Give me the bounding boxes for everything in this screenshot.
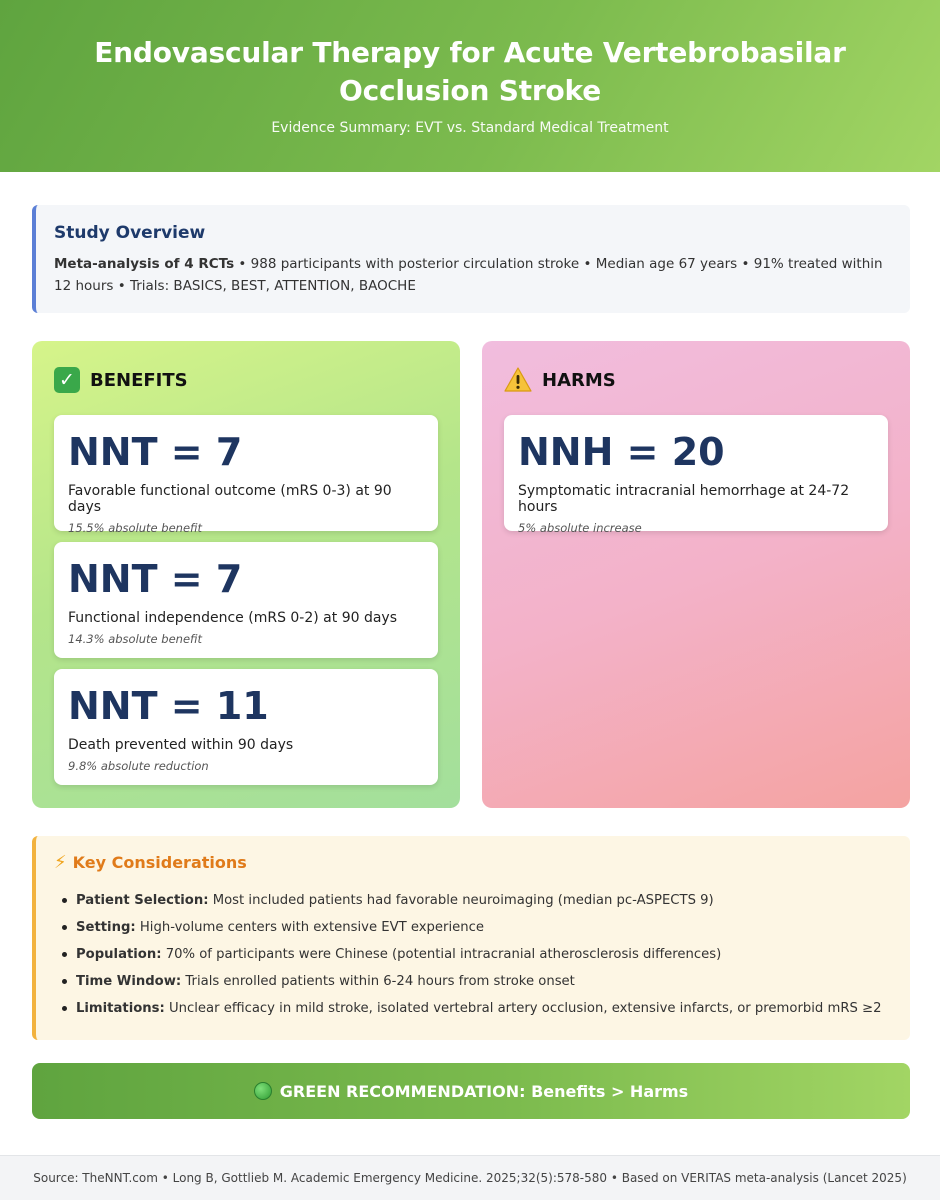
harm-description: Symptomatic intracranial hemorrhage at 24-72 hours: [518, 483, 850, 515]
benefits-panel: [32, 341, 460, 808]
lightning-icon: ⚡: [54, 852, 67, 873]
list-item: [54, 887, 890, 914]
study-overview: [32, 205, 910, 313]
footer-source: Source: TheNNT.com • Long B, Gottlieb M. Academic Emergency Medicine. 2025;32(5):578-580 • Based on VERITAS meta-analysis (Lancet 2025): [0, 1155, 940, 1200]
list-item: [54, 914, 890, 941]
item-label: Setting:: [76, 920, 136, 935]
check-icon: ✓: [54, 367, 80, 393]
benefits-title: [54, 367, 188, 393]
study-overview-body: • 988 participants with posterior circulation stroke • Median age 67 years • 91% treated within 12 hours • Trials: BASICS, BEST, ATTENTION, BAOCHE: [54, 256, 883, 294]
benefits-title-label: BENEFITS: [90, 369, 188, 391]
benefit-note: 9.8% absolute reduction: [68, 759, 209, 773]
harms-title-label: HARMS: [542, 369, 616, 391]
harms-title: [504, 367, 616, 393]
key-considerations: [32, 836, 910, 1040]
page-title: Endovascular Therapy for Acute Vertebrobasilar Occlusion Stroke: [94, 36, 846, 107]
item-label: Patient Selection:: [76, 893, 209, 908]
benefit-description: Death prevented within 90 days: [68, 737, 294, 753]
benefit-description: Functional independence (mRS 0-2) at 90 days: [68, 610, 398, 626]
benefit-value: NNT = 7: [68, 557, 243, 601]
considerations-list: [54, 887, 890, 1022]
item-text: Unclear efficacy in mild stroke, isolated vertebral artery occlusion, extensive infarcts, or premorbid mRS ≥2: [164, 1001, 882, 1016]
recommendation-banner: [32, 1063, 910, 1119]
page-subtitle: Evidence Summary: EVT vs. Standard Medical Treatment: [271, 120, 669, 136]
recommendation-text: GREEN RECOMMENDATION: Benefits > Harms: [279, 1081, 689, 1101]
header: [0, 0, 940, 172]
list-item: [54, 995, 890, 1022]
benefit-value: NNT = 11: [68, 684, 269, 728]
key-considerations-title: [54, 852, 890, 873]
study-overview-lead: Meta-analysis of 4 RCTs: [54, 256, 235, 272]
harm-value: NNH = 20: [518, 430, 725, 474]
benefit-card: [54, 415, 438, 535]
item-text: Most included patients had favorable neuroimaging (median pc-ASPECTS 9): [208, 893, 714, 908]
study-overview-title: Study Overview: [54, 223, 206, 243]
benefit-note: 14.3% absolute benefit: [68, 632, 202, 646]
item-label: Population:: [76, 947, 162, 962]
harms-panel: [482, 341, 910, 808]
list-item: [54, 941, 890, 968]
benefit-card: [54, 669, 438, 785]
warning-icon: [504, 367, 532, 393]
benefit-card: [54, 542, 438, 658]
harm-card: [504, 415, 888, 535]
item-text: Trials enrolled patients within 6-24 hours from stroke onset: [181, 974, 575, 989]
green-circle-icon: [254, 1082, 272, 1100]
list-item: [54, 968, 890, 995]
item-label: Limitations:: [76, 1001, 165, 1016]
benefit-value: NNT = 7: [68, 430, 243, 474]
harm-note: 5% absolute increase: [518, 521, 642, 535]
key-considerations-label: Key Considerations: [72, 853, 247, 872]
benefit-note: 15.5% absolute benefit: [68, 521, 202, 535]
item-text: 70% of participants were Chinese (potential intracranial atherosclerosis differences): [161, 947, 722, 962]
item-text: High-volume centers with extensive EVT experience: [135, 920, 484, 935]
item-label: Time Window:: [76, 974, 182, 989]
study-overview-text: [54, 253, 890, 297]
benefit-description: Favorable functional outcome (mRS 0-3) at 90 days: [68, 483, 392, 515]
